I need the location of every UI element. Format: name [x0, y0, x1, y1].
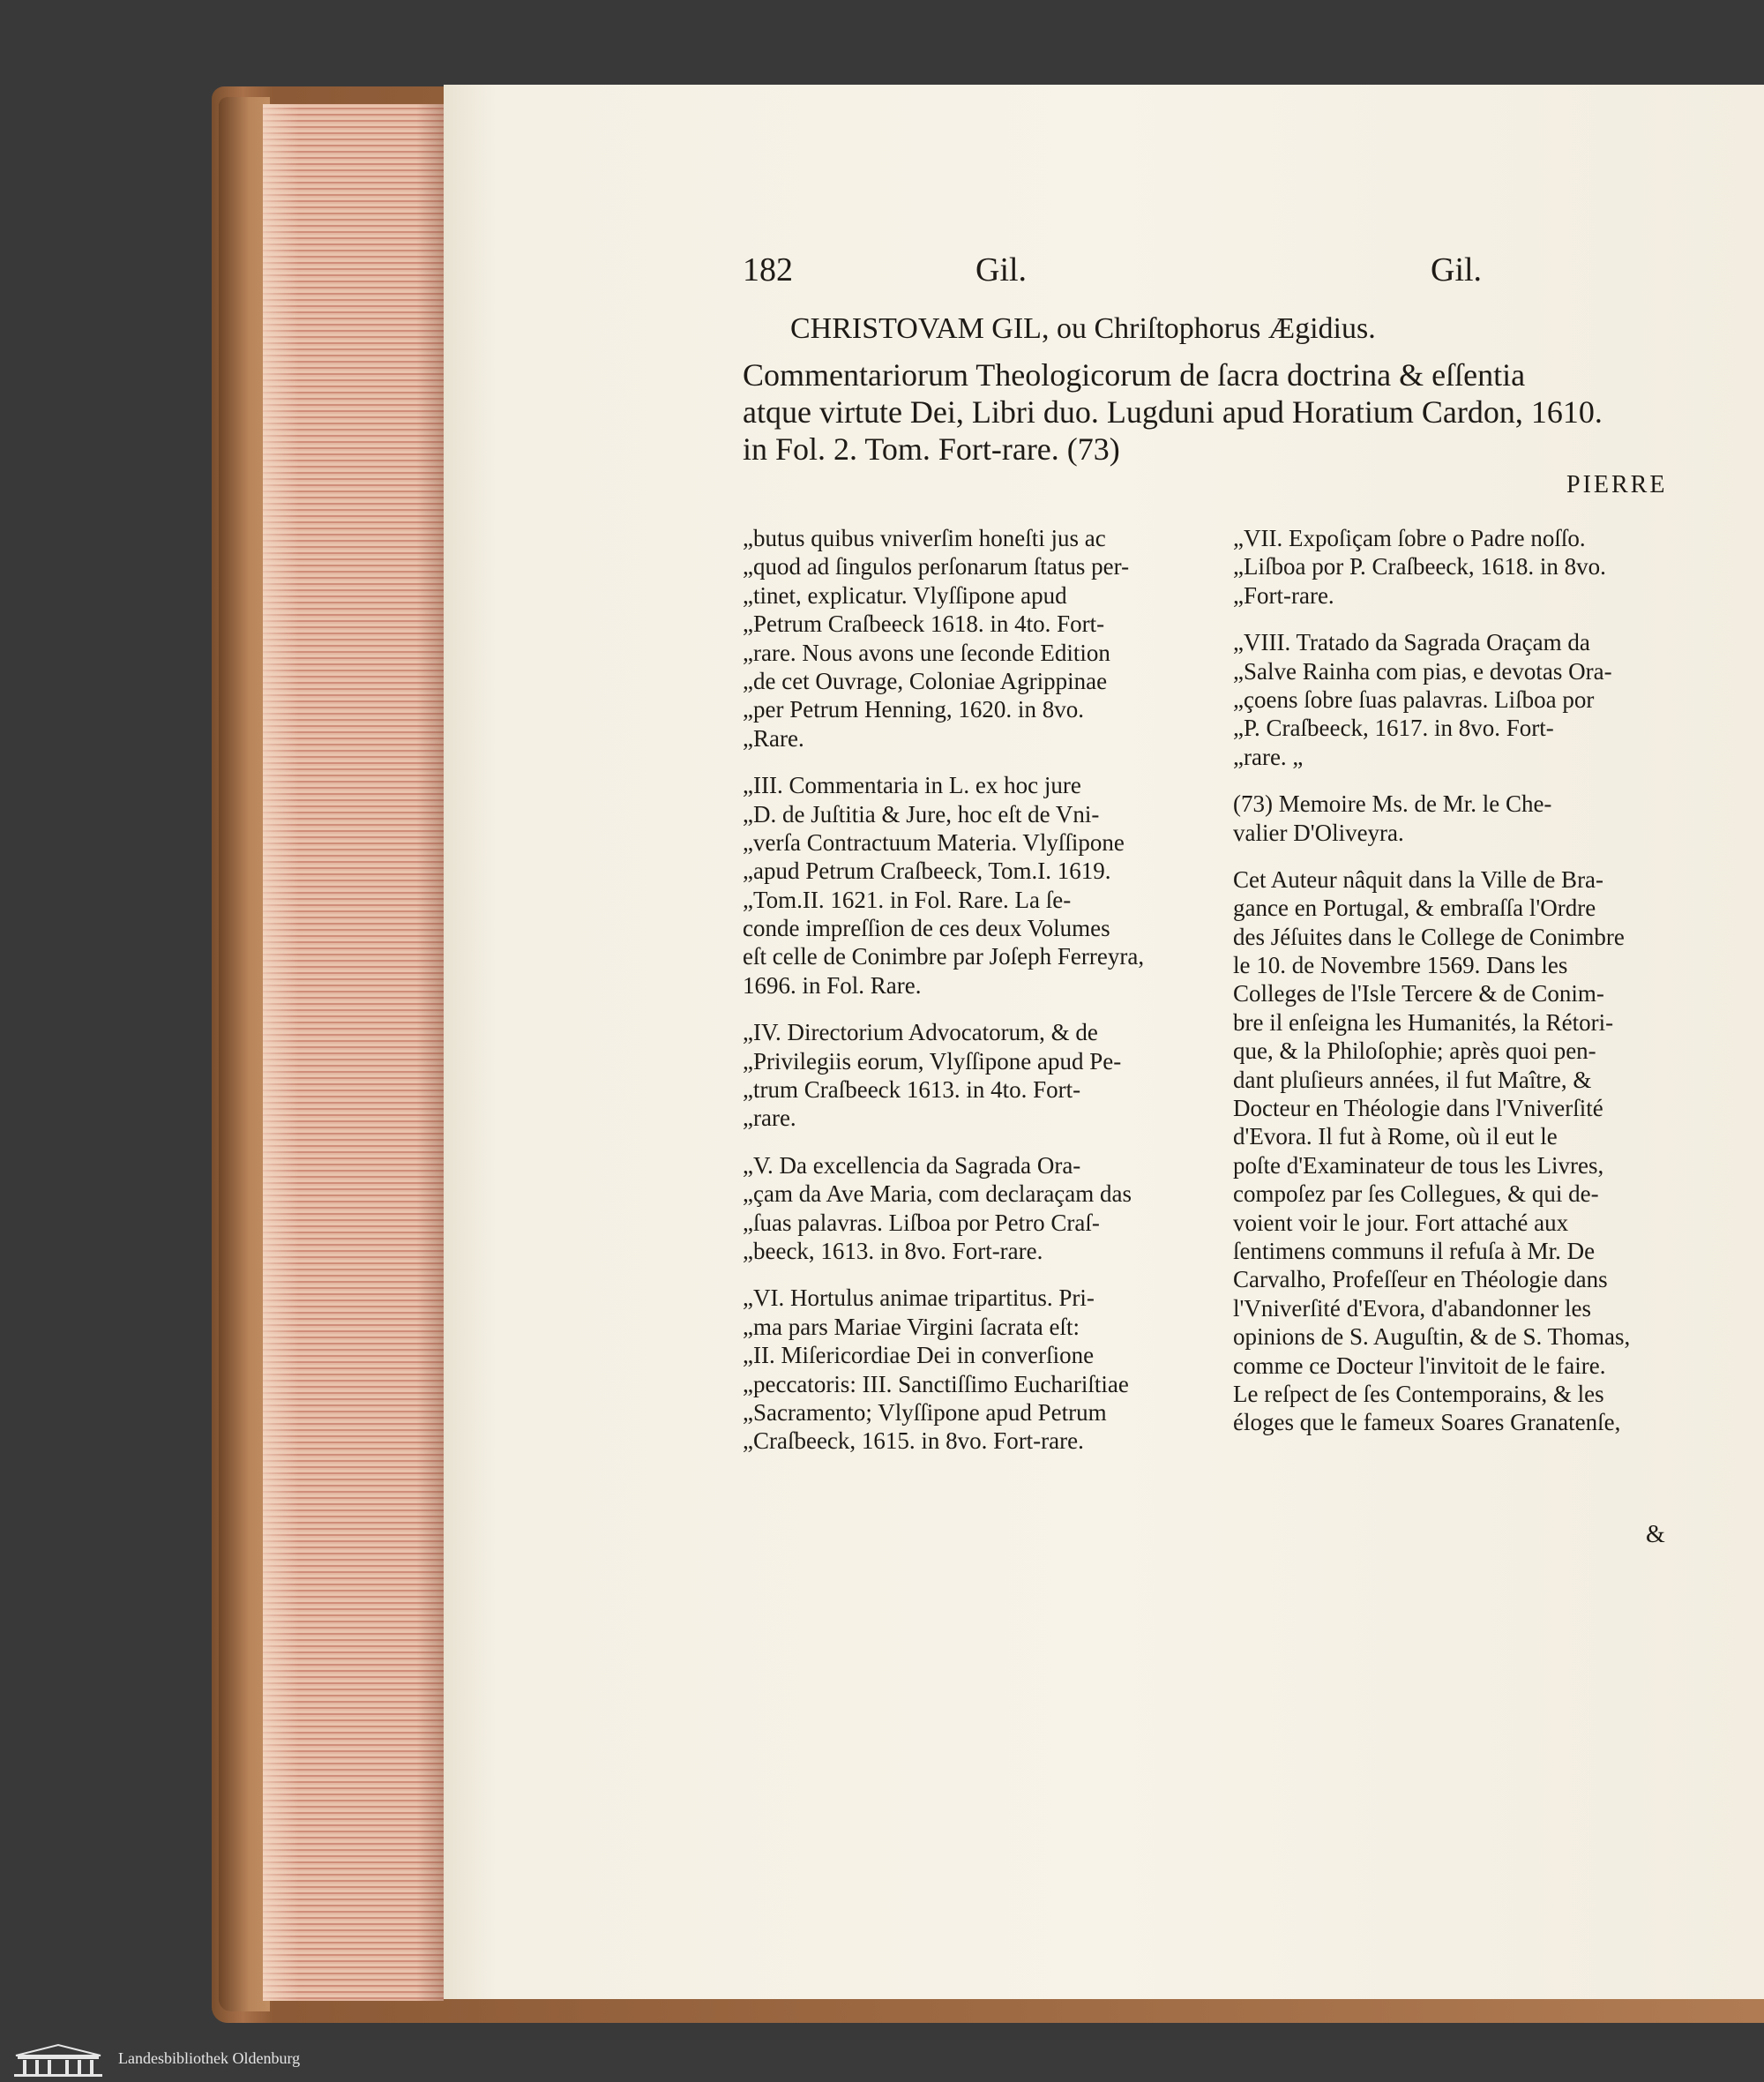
text-line: „Rare.: [743, 724, 804, 752]
text-line: Docteur en Théologie dans l'Vniverſité: [1233, 1095, 1603, 1122]
left-column-paragraph: [743, 524, 1201, 753]
text-line: bre il enſeigna les Humanités, la Rétori-: [1233, 1008, 1614, 1036]
right-column-paragraph: [1233, 865, 1686, 1437]
text-line: Le reſpect de ſes Contemporains, & les: [1233, 1380, 1604, 1407]
text-line: le 10. de Novembre 1569. Dans les: [1233, 952, 1568, 979]
text-line: „ſuas palavras. Liſboa por Petro Craſ-: [743, 1209, 1100, 1236]
intro-line-2: atque virtute Dei, Libri duo. Lugduni apud Horatium Cardon, 1610.: [743, 394, 1603, 430]
right-column: [1233, 524, 1686, 1456]
text-line: „tinet, explicatur. Vlyſſipone apud: [743, 581, 1067, 609]
text-line: „V. Da excellencia da Sagrada Ora-: [743, 1151, 1081, 1179]
text-line: „rare. „: [1233, 743, 1304, 770]
text-line: „P. Craſbeeck, 1617. in 8vo. Fort-: [1233, 715, 1554, 742]
text-line: „rare. Nous avons une ſeconde Edition: [743, 639, 1110, 666]
text-line: „Liſboa por P. Craſbeeck, 1618. in 8vo.: [1233, 553, 1606, 580]
catchword-pierre: PIERRE: [1566, 471, 1668, 498]
library-building-icon: [9, 2043, 108, 2078]
text-line: „III. Commentaria in L. ex hoc jure: [743, 772, 1081, 799]
text-line: „Craſbeeck, 1615. in 8vo. Fort-rare.: [743, 1427, 1084, 1455]
text-line: conde impreſſion de ces deux Volumes: [743, 915, 1110, 942]
right-column-paragraph: [1233, 524, 1686, 610]
text-line: „Tom.II. 1621. in Fol. Rare. La ſe-: [743, 886, 1072, 913]
text-line: ſentimens communs il refuſa à Mr. De: [1233, 1237, 1596, 1264]
text-line: „ma pars Mariae Virgini ſacrata eſt:: [743, 1313, 1080, 1340]
text-line: d'Evora. Il fut à Rome, où il eut le: [1233, 1123, 1558, 1150]
text-line: dant pluſieurs années, il fut Maître, &: [1233, 1066, 1592, 1093]
text-line: „VI. Hortulus animae tripartitus. Pri-: [743, 1284, 1095, 1312]
text-line: „beeck, 1613. in 8vo. Fort-rare.: [743, 1237, 1043, 1264]
catchword-ampersand: &: [1646, 1521, 1665, 1548]
text-line: des Jéſuites dans le College de Conimbre: [1233, 923, 1625, 950]
right-column-paragraph: [1233, 790, 1686, 847]
left-column-paragraph: [743, 771, 1201, 1000]
text-line: „Privilegiis eorum, Vlyſſipone apud Pe-: [743, 1047, 1122, 1075]
intro-line-1: Commentariorum Theologicorum de ſacra doctrina & eſſentia: [743, 357, 1526, 393]
text-line: „Salve Rainha com pias, e devotas Ora-: [1233, 657, 1612, 685]
text-line: compoſez par ſes Collegues, & qui de-: [1233, 1180, 1599, 1208]
text-line: „çam da Ave Maria, com declaraçam das: [743, 1180, 1132, 1208]
text-line: „verſa Contractuum Materia. Vlyſſipone: [743, 828, 1125, 856]
page-number: 182: [743, 251, 793, 288]
text-line: éloges que le fameux Soares Granatenſe,: [1233, 1409, 1621, 1436]
right-column-paragraph: [1233, 628, 1686, 771]
text-line: valier D'Oliveyra.: [1233, 819, 1404, 846]
entry-title: CHRISTOVAM GIL, ou Chriſtophorus Ægidius.: [790, 312, 1376, 345]
text-line: „butus quibus vniverſim honeſti jus ac: [743, 525, 1106, 551]
running-head-left: Gil.: [975, 251, 1028, 288]
text-line: „Fort-rare.: [1233, 581, 1334, 609]
left-column-paragraph: [743, 1018, 1201, 1133]
text-line: „peccatoris: III. Sanctiſſimo Euchariſtiae: [743, 1370, 1129, 1397]
text-line: „Sacramento; Vlyſſipone apud Petrum: [743, 1398, 1107, 1426]
text-line: opinions de S. Auguſtin, & de S. Thomas,: [1233, 1323, 1631, 1351]
left-column: [743, 524, 1201, 1474]
text-line: „Petrum Craſbeeck 1618. in 4to. Fort-: [743, 610, 1105, 638]
text-line: „II. Miſericordiae Dei in converſione: [743, 1342, 1095, 1369]
text-line: „quod ad ſingulos perſonarum ſtatus per-: [743, 553, 1130, 580]
text-line: que, & la Philoſophie; après quoi pen-: [1233, 1037, 1596, 1065]
text-line: „çoens ſobre ſuas palavras. Liſboa por: [1233, 685, 1595, 713]
text-line: Cet Auteur nâquit dans la Ville de Bra-: [1233, 865, 1604, 893]
text-line: „trum Craſbeeck 1613. in 4to. Fort-: [743, 1076, 1081, 1104]
text-line: l'Vniverſité d'Evora, d'abandonner les: [1233, 1294, 1591, 1322]
text-line: „apud Petrum Craſbeeck, Tom.I. 1619.: [743, 858, 1111, 885]
text-line: 1696. in Fol. Rare.: [743, 971, 922, 999]
text-line: voient voir le jour. Fort attaché aux: [1233, 1209, 1569, 1236]
text-line: eſt celle de Conimbre par Joſeph Ferreyra,: [743, 943, 1145, 970]
text-line: „rare.: [743, 1105, 796, 1132]
text-line: „per Petrum Henning, 1620. in 8vo.: [743, 696, 1084, 723]
intro-line-3: in Fol. 2. Tom. Fort-rare. (73): [743, 431, 1120, 467]
text-line: „VII. Expoſiçam ſobre o Padre noſſo.: [1233, 525, 1586, 551]
text-line: „de cet Ouvrage, Coloniae Agrippinae: [743, 667, 1108, 694]
text-line: gance en Portugal, & embraſſa l'Ordre: [1233, 895, 1596, 922]
text-line: „VIII. Tratado da Sagrada Oraçam da: [1233, 629, 1590, 656]
text-line: comme ce Docteur l'invitoit de le faire.: [1233, 1352, 1606, 1379]
text-line: „D. de Juſtitia & Jure, hoc eſt de Vni-: [743, 800, 1100, 828]
running-head-right: Gil.: [1431, 251, 1483, 288]
text-line: Colleges de l'Isle Tercere & de Conim-: [1233, 980, 1604, 1007]
library-name: Landesbibliothek Oldenburg: [118, 2049, 301, 2067]
text-line: poſte d'Examinateur de tous les Livres,: [1233, 1151, 1604, 1179]
left-column-paragraph: [743, 1284, 1201, 1455]
text-line: (73) Memoire Ms. de Mr. le Che-: [1233, 790, 1552, 818]
text-line: Carvalho, Profeſſeur en Théologie dans: [1233, 1266, 1608, 1293]
left-column-paragraph: [743, 1151, 1201, 1266]
text-line: „IV. Directorium Advocatorum, & de: [743, 1019, 1098, 1046]
